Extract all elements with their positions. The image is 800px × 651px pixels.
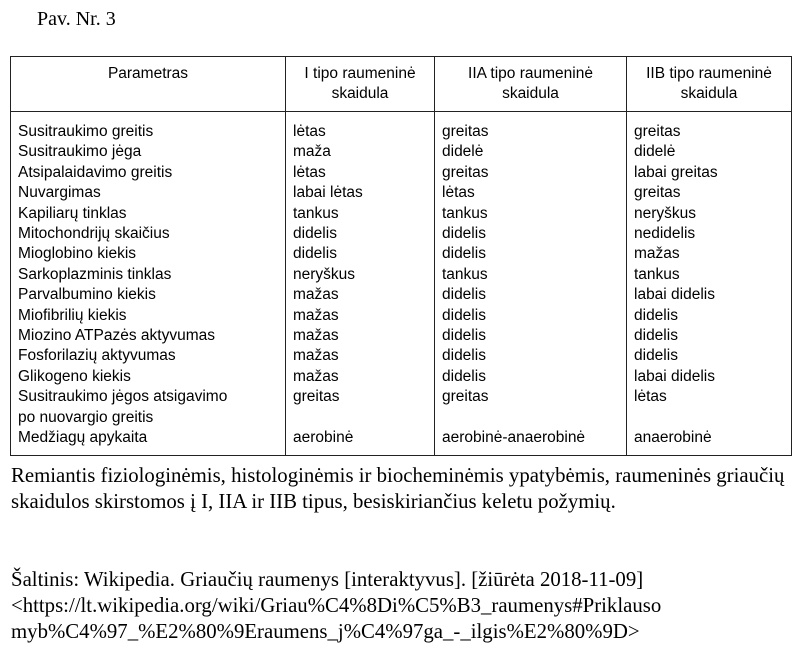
type-iib-value: didelis [634, 327, 678, 345]
type-iia-column [435, 112, 627, 456]
type-iib-value: labai greitas [634, 163, 718, 181]
type-i-value: greitas [293, 388, 340, 406]
type-i-column [286, 112, 435, 456]
type-iib-value: anaerobinė [634, 429, 712, 447]
type-iib-value: neryškus [634, 204, 697, 222]
parameter-name: Mitochondrijų skaičius [18, 225, 170, 243]
parameter-name: Nuvargimas [18, 184, 101, 202]
type-iia-value: didelis [442, 245, 486, 263]
type-iib-value: labai didelis [634, 286, 715, 304]
type-iib-value: tankus [634, 265, 680, 283]
description-paragraph: Remiantis fiziologinėmis, histologinėmis ir biocheminėmis ypatybėmis, raumeninės griaučių skaidulos skirstomos į I, IIA ir IIB tipus, besiskiriančius keletu požymių. [11, 464, 785, 513]
row-spacer [634, 408, 784, 428]
header-line: I tipo raumeninė [304, 65, 416, 82]
parameter-name: Sarkoplazminis tinklas [18, 265, 172, 283]
header-line: IIA tipo raumeninė [468, 65, 593, 82]
parameter-column [11, 112, 286, 456]
type-i-value: maža [293, 143, 331, 161]
type-i-value: mažas [293, 286, 339, 304]
header-line: skaidula [502, 85, 559, 102]
header-line: Parametras [107, 65, 189, 82]
parameter-name: Mioglobino kiekis [18, 245, 137, 263]
parameter-name: Susitraukimo greitis [18, 123, 154, 140]
type-iia-value: greitas [442, 163, 489, 181]
type-i-value: didelis [293, 225, 337, 243]
type-iib-value: mažas [634, 245, 680, 263]
source-url-line: myb%C4%97_%E2%80%9Eraumens_j%C4%97ga_-_ilgis%E2%80%9D> [11, 620, 640, 643]
type-iib-value: didelė [634, 143, 676, 161]
type-iia-value: didelis [442, 286, 486, 304]
type-iia-value: didelis [442, 306, 486, 324]
type-iia-value: didelis [442, 225, 486, 243]
type-iia-value: didelė [442, 143, 484, 161]
type-iia-value: tankus [442, 204, 488, 222]
type-iib-value: didelis [634, 347, 678, 365]
type-iib-value: lėtas [634, 388, 667, 406]
type-i-value: neryškus [293, 265, 356, 283]
type-iia-value: didelis [442, 367, 486, 385]
type-iia-value: didelis [442, 347, 486, 365]
header-parameter [11, 57, 286, 112]
type-i-value: labai lėtas [293, 184, 363, 202]
parameter-name: Susitraukimo jėgos atsigavimo [18, 388, 228, 406]
table-header-row [11, 57, 792, 112]
row-spacer [293, 408, 427, 428]
type-iib-value: didelis [634, 306, 678, 324]
type-i-value: mažas [293, 347, 339, 365]
type-i-value: lėtas [293, 163, 326, 181]
type-i-value: didelis [293, 245, 337, 263]
parameter-name: Miozino ATPazės aktyvumas [18, 327, 215, 345]
header-line: skaidula [331, 85, 389, 102]
parameter-name: Susitraukimo jėga [18, 143, 142, 161]
type-iia-value: didelis [442, 327, 486, 345]
parameter-name: Parvalbumino kiekis [18, 286, 156, 304]
row-spacer [442, 408, 619, 428]
parameter-name: Fosforilazių aktyvumas [18, 347, 176, 365]
type-iib-value: greitas [634, 184, 681, 202]
type-iib-value: labai didelis [634, 367, 715, 385]
header-line: skaidula [680, 85, 738, 102]
figure-caption: Pav. Nr. 3 [37, 8, 116, 30]
type-iia-value: greitas [442, 388, 489, 406]
parameter-name: Glikogeno kiekis [18, 367, 131, 385]
type-i-value: mažas [293, 367, 339, 385]
parameter-name: Medžiagų apykaita [18, 429, 148, 447]
type-iib-column [627, 112, 792, 456]
type-iib-value: nedidelis [634, 225, 696, 243]
header-type-iib [627, 57, 792, 112]
type-i-value: lėtas [293, 123, 326, 140]
parameter-name: po nuovargio greitis [18, 408, 154, 426]
type-iia-value: greitas [442, 123, 489, 140]
type-iia-value: aerobinė-anaerobinė [442, 429, 586, 447]
source-url-line: <https://lt.wikipedia.org/wiki/Griau%C4%8Di%C5%B3_raumenys#Priklauso [11, 594, 662, 617]
type-iia-value: tankus [442, 265, 488, 283]
source-line: Šaltinis: Wikipedia. Griaučių raumenys [interaktyvus]. [žiūrėta 2018-11-09] [11, 568, 644, 591]
parameter-name: Atsipalaidavimo greitis [18, 163, 173, 181]
type-i-value: tankus [293, 204, 339, 222]
parameter-name: Kapiliarų tinklas [18, 204, 127, 222]
type-i-value: mažas [293, 327, 339, 345]
type-i-value: mažas [293, 306, 339, 324]
header-type-iia [435, 57, 627, 112]
header-line: IIB tipo raumeninė [646, 65, 772, 82]
type-iib-value: greitas [634, 123, 681, 140]
type-i-value: aerobinė [293, 429, 354, 447]
source-citation [11, 567, 800, 645]
muscle-fiber-table [10, 56, 792, 456]
header-type-i [286, 57, 435, 112]
parameter-name: Miofibrilių kiekis [18, 306, 127, 324]
table-body-row [11, 112, 792, 456]
type-iia-value: lėtas [442, 184, 475, 202]
